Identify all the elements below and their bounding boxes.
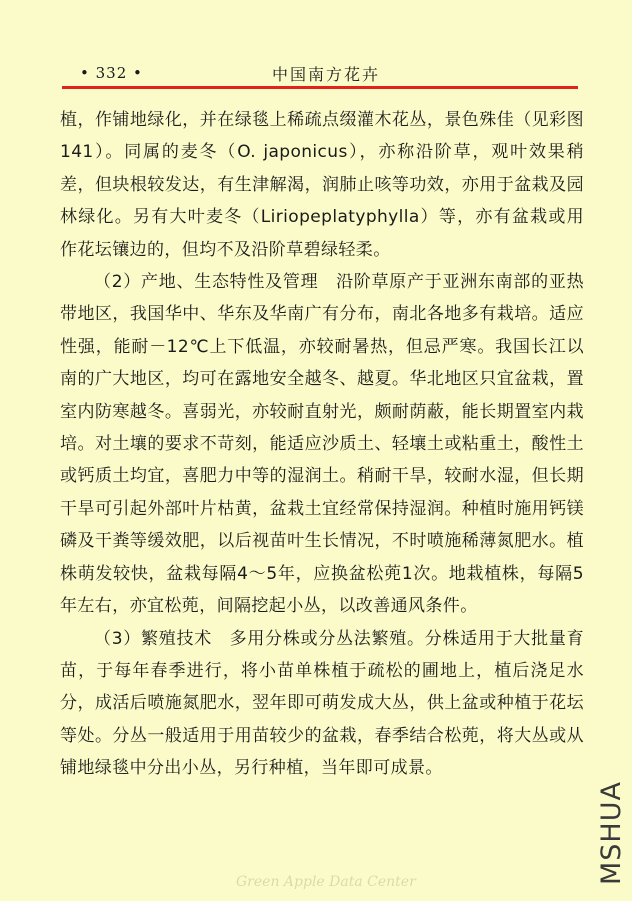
bottom-watermark: Green Apple Data Center [236, 874, 416, 890]
body-text [60, 104, 584, 785]
paragraph-1: 植，作铺地绿化，并在绿毯上稀疏点缀灌木花丛，景色殊佳（见彩图141）。同属的麦冬（O. japonicus），亦称沿阶草，观叶效果稍差，但块根较发达，有生津解渴，润肺止咳等功效，亦用于盆栽及园林绿化。另有大叶麦冬（Liriopeplatyphylla）等，亦有盆栽或用作花坛镶边的，但均不及沿阶草碧绿轻柔。 [60, 110, 584, 260]
running-title: 中国南方花卉 [272, 65, 381, 84]
side-watermark-text: MSHUA [596, 781, 627, 885]
page-number: • 332 • [80, 64, 143, 82]
header-rule [62, 86, 578, 89]
paragraph-3: （3）繁殖技术 多用分株或分丛法繁殖。分株适用于大批量育苗，于每年春季进行，将小苗单株植于疏松的圃地上，植后浇足水分，成活后喷施氮肥水，翌年即可萌发成大丛，供上盆或种植于花坛等处。分丛一般适用于用苗较少的盆栽，春季结合松蔸，将大丛或从铺地绿毯中分出小丛，另行种植，当年即可成景。 [60, 628, 584, 779]
page-header [62, 60, 578, 86]
paragraph-2: （2）产地、生态特性及管理 沿阶草原产于亚洲东南部的亚热带地区，我国华中、华东及华南广有分布，南北各地多有栽培。适应性强，能耐－12℃上下低温，亦较耐暑热，但忌严寒。我国长江以南的广大地区，均可在露地安全越冬、越夏。华北地区只宜盆栽，置室内防寒越冬。喜弱光，亦较耐直射光，颇耐荫蔽，能长期置室内栽培。对土壤的要求不苛刻，能适应沙质土、轻壤土或粘重土，酸性土或钙质土均宜，喜肥力中等的湿润土。稍耐干旱，较耐水湿，但长期干旱可引起外部叶片枯黄，盆栽土宜经常保持湿润。种植时施用钙镁磷及干粪等缓效肥，以后视苗叶生长情况，不时喷施稀薄氮肥水。植株萌发较快，盆栽每隔4～5年，应换盆松蔸1次。地栽植株，每隔5年左右，亦宜松蔸，间隔挖起小丛，以改善通风条件。 [60, 272, 584, 617]
side-watermark [590, 752, 630, 892]
